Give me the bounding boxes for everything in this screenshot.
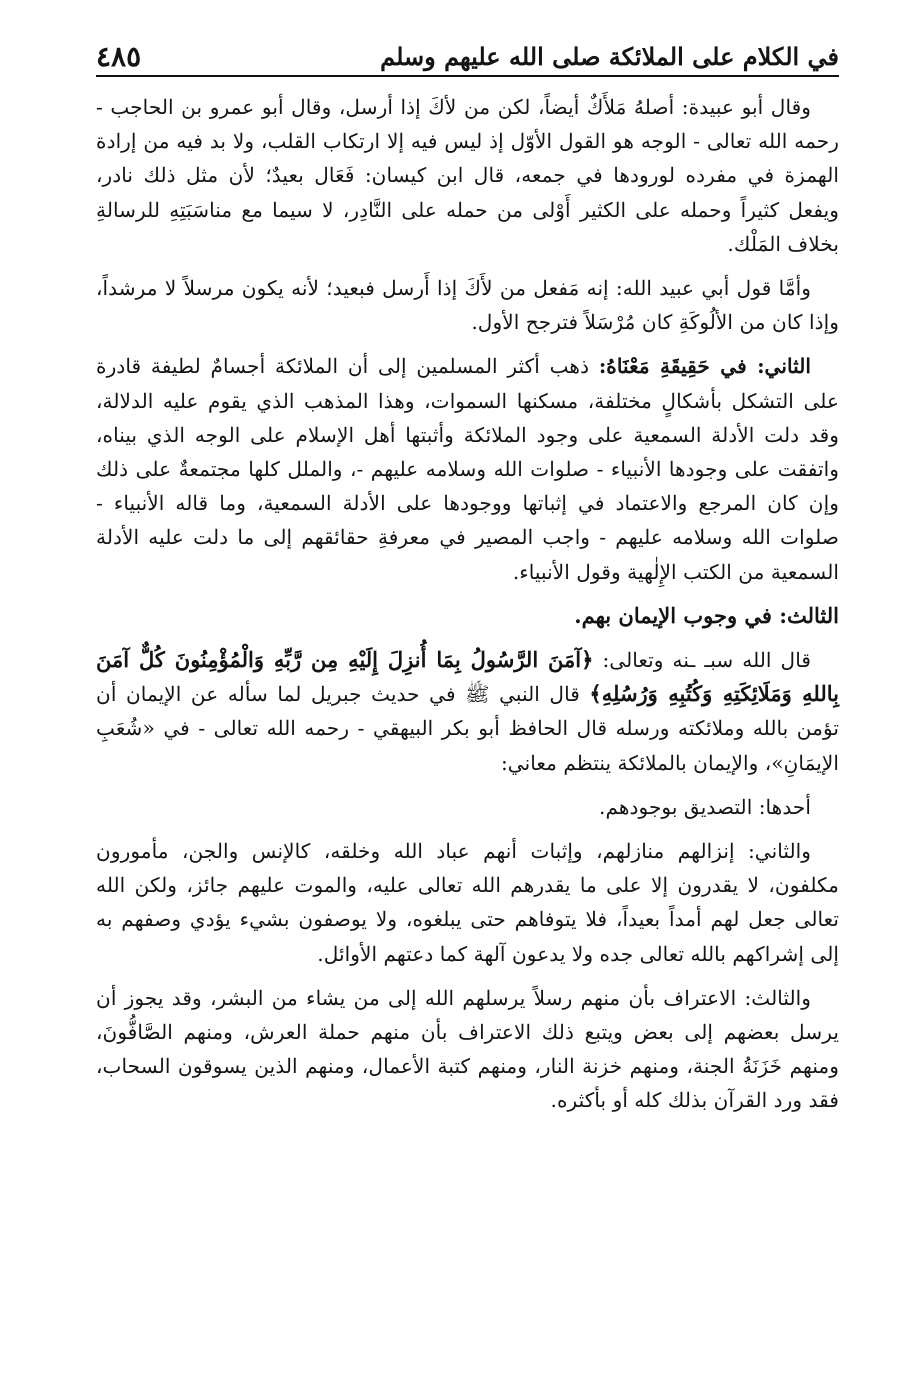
third-section-heading: الثالث: في وجوب الإيمان بهم.	[574, 602, 839, 628]
second-section-text: ذهب أكثر المسلمين إلى أن الملائكة أجسامٌ لطيفة قادرة على التشكل بأشكالٍ مختلفة، مسكنها السموات، وهذا المذهب الذي يقوم عليه الدلالة، وقد دلت الأدلة السمعية على وجود الملائكة وأثبتها أهل الإسلام على الوجه الذي بيناه، واتفقت على وجودها الأنبياء - صلوات الله وسلامه عليهم -، والملل كلها مجتمعةٌ على ذلك وإن كان المرجع والاعتماد في إثباتها ووجودها على الأدلة السمعية، وما قاله الأنبياء - صلوات الله وسلامه عليهم - واجب المصير في معرفةِ حقائقهم إلى ما دلت عليه الأدلة السمعية من الكتب الإِلٰهية وقول الأنبياء.	[96, 354, 839, 584]
quran-verse: ﴿آمَنَ الرَّسُولُ بِمَا أُنزِلَ إِلَيْهِ مِن رَّبِّهِ وَالْمُؤْمِنُونَ كُلٌّ آمَنَ بِاللهِ وَمَلَائِكَتِهِ وَكُتُبِهِ وَرُسُلِهِ﴾	[96, 647, 839, 707]
second-section-heading: الثاني: في حَقِيقَةِ مَعْنَاهُ:	[598, 354, 811, 379]
verse-commentary-text: قال النبي ﷺ في حديث جبريل لما سأله عن الإيمان أن تؤمن بالله وملائكته ورسله قال الحافظ أبو بكر البيهقي - رحمه الله تعالى - في «شُعَبِ الإيمَانِ»، والإيمان بالملائكة ينتظم معاني:	[96, 682, 839, 775]
verse-intro-text: قال الله سبـ ـنه وتعالى:	[593, 648, 812, 673]
page-header	[96, 30, 839, 74]
paragraph-abu-ubaydillah: وأمَّا قول أبي عبيد الله: إنه مَفعل من لأَكَ إذا أَرسل فبعيد؛ لأنه يكون مرسلاً لا مرشداً، وإذا كان من الألُوكَةِ كان مُرْسَلاً فترجح الأول.	[96, 276, 839, 335]
meaning-third: والثالث: الاعتراف بأن منهم رسلاً يرسلهم الله إلى من يشاء من البشر، وقد يجوز أن يرسل بعضهم إلى بعض ويتبع ذلك الاعتراف بأن منهم حملة العرش، ومنهم الصَّافُّونَ، ومنهم خَزَنَةُ الجنة، ومنهم خزنة النار، ومنهم كتبة الأعمال، ومنهم الذين يسوقون السحاب، فقد ورد القرآن بذلك كله أو بأكثره.	[96, 985, 839, 1113]
paragraph-quran-verse	[96, 643, 839, 780]
running-title: في الكلام على الملائكة صلى الله عليهم وسلم	[380, 42, 839, 71]
meaning-second: والثاني: إنزالهم منازلهم، وإثبات أنهم عباد الله وخلقه، كالإنس والجن، مأمورون مكلفون، لا يقدرون إلا على ما يقدرهم الله تعالى عليه، والموت عليهم جائز، ولكن الله تعالى جعل لهم أمداً بعيداً، فلا يتوفاهم حتى يبلغوه، ولا يوصفون بشيء يؤدي وصفهم به إلى إشراكهم بالله تعالى جده ولا يدعون آلهة كما دعتهم الأوائل.	[96, 839, 839, 966]
paragraph-abu-ubayda: وقال أبو عبيدة: أصلهُ مَلأَكٌ أيضاً، لكن من لأكَ إذا أرسل، وقال أبو عمرو بن الحاجب - رحمه الله تعالى - الوجه هو القول الأوّل إذ ليس فيه إلا ارتكاب القلب، ولا بد فيه من إرادة الهمزة في مفرده لورودها في جمعه، قال ابن كيسان: فَعَال بعيدٌ؛ لأن مثل ذلك نادر، ويفعل كثيراً وحمله على الكثير أَوْلى من حمله على النَّادِر، لا سيما مع مناسَبَتِهِ للرسالةِ بخلاف المَلْك.	[96, 95, 839, 256]
header-divider	[96, 75, 839, 77]
page-number: ٤٨٥	[96, 40, 142, 73]
meaning-first: أحدها: التصديق بوجودهم.	[599, 794, 811, 819]
page-body	[96, 90, 839, 1128]
paragraph-second-section	[96, 349, 839, 588]
